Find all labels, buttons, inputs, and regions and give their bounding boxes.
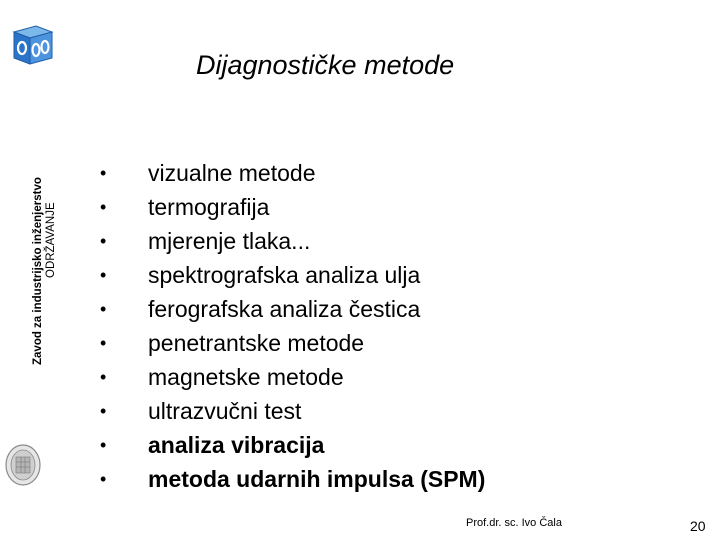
page-number: 20: [690, 518, 706, 534]
footer-author: Prof.dr. sc. Ivo Čala: [466, 517, 562, 529]
list-item: [100, 462, 485, 496]
sidebar-institute-name: Zavod za industrijsko inženjerstvo: [32, 177, 44, 365]
list-item-text: spektrografska analiza ulja: [148, 262, 421, 288]
list-item-text: mjerenje tlaka...: [148, 228, 311, 254]
list-item: [100, 394, 485, 428]
list-item: [100, 326, 485, 360]
list-item-text: penetrantske metode: [148, 330, 365, 356]
bullet-glyph: •: [100, 231, 107, 251]
sidebar-subject: ODRŽAVANJE: [45, 202, 57, 278]
list-item: [100, 292, 485, 326]
list-item: [100, 156, 485, 190]
bullet-glyph: •: [100, 197, 107, 217]
bullet-glyph: •: [100, 401, 107, 421]
bullet-glyph: •: [100, 163, 107, 183]
list-item-text: magnetske metode: [148, 364, 344, 390]
list-item: [100, 224, 485, 258]
list-item-text: analiza vibracija: [148, 432, 325, 458]
bullet-glyph: •: [100, 333, 107, 353]
list-item: [100, 428, 485, 462]
list-item-text: metoda udarnih impulsa (SPM): [148, 466, 486, 492]
list-item-text: vizualne metode: [148, 160, 316, 186]
bullet-glyph: •: [100, 265, 107, 285]
bullet-glyph: •: [100, 367, 107, 387]
bullet-glyph: •: [100, 299, 107, 319]
list-item-text: termografija: [148, 194, 270, 220]
list-item-text: ferografska analiza čestica: [148, 296, 421, 322]
list-item-text: ultrazvučni test: [148, 398, 302, 424]
list-item: [100, 360, 485, 394]
slide-title: Dijagnostičke metode: [196, 50, 455, 80]
list-item: [100, 258, 485, 292]
list-item: [100, 190, 485, 224]
bullet-glyph: •: [100, 469, 107, 489]
bullet-list: [100, 156, 485, 496]
university-seal-icon: [3, 442, 43, 488]
bullet-glyph: •: [100, 435, 107, 455]
